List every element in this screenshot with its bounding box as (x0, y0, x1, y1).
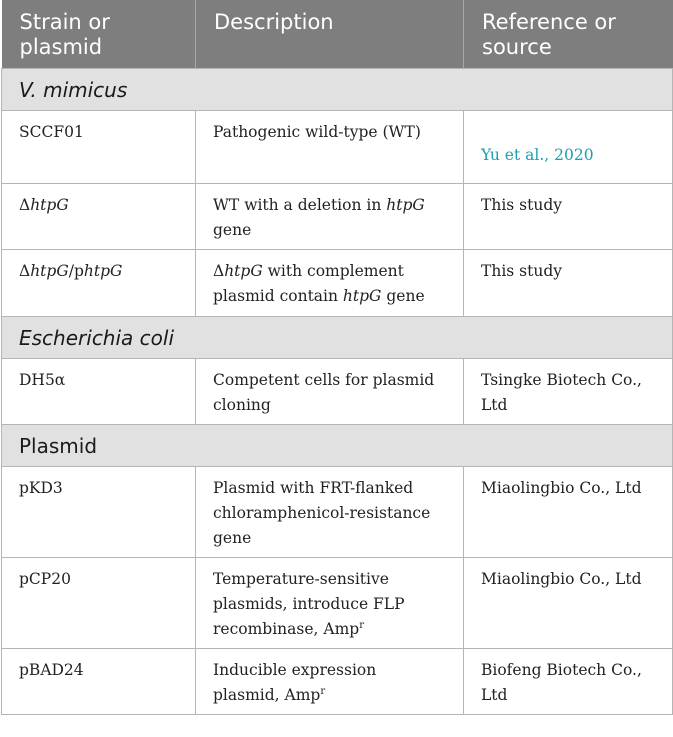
strain-cell: SCCF01 (2, 111, 196, 184)
strain-plasmid-table (1, 0, 673, 715)
description-text: Inducible expression plasmid, Amp (213, 661, 377, 704)
description-cell (196, 250, 464, 317)
delta-symbol: Δ (213, 262, 225, 280)
table-row-htpg (2, 184, 673, 250)
table-row-pcp20 (2, 558, 673, 649)
header-strain: Strain or plasmid (2, 0, 196, 69)
description-cell (196, 184, 464, 250)
reference-cell: This study (464, 250, 673, 317)
strain-cell (2, 250, 196, 317)
reference-cell: Miaolingbio Co., Ltd (464, 558, 673, 649)
reference-link[interactable]: Yu et al., 2020 (481, 146, 594, 164)
header-reference: Reference or source (464, 0, 673, 69)
gene-name: htpG (30, 262, 69, 280)
group-row-ecoli (2, 317, 673, 359)
table-row-pkd3 (2, 467, 673, 558)
group-label-vmimicus: V. mimicus (2, 69, 673, 111)
resistance-superscript: r (320, 685, 326, 697)
gene-name: htpG (30, 196, 69, 214)
reference-cell: This study (464, 184, 673, 250)
reference-cell: Biofeng Biotech Co., Ltd (464, 649, 673, 715)
strain-cell: pKD3 (2, 467, 196, 558)
description-cell (196, 558, 464, 649)
delta-symbol: Δ (19, 196, 31, 214)
group-label-plasmid: Plasmid (2, 425, 673, 467)
table-row-htpg-complement (2, 250, 673, 317)
description-text: with complement plasmid contain (213, 262, 404, 305)
strain-cell (2, 184, 196, 250)
gene-name: htpG (224, 262, 263, 280)
reference-cell: Miaolingbio Co., Ltd (464, 467, 673, 558)
header-description: Description (196, 0, 464, 69)
strain-cell: pBAD24 (2, 649, 196, 715)
resistance-superscript: r (359, 619, 364, 631)
gene-name: htpG (83, 262, 123, 280)
description-cell (196, 649, 464, 715)
description-text: gene (381, 287, 425, 305)
description-text: WT with a deletion in (213, 196, 387, 214)
description-cell: Competent cells for plasmid cloning (196, 359, 464, 425)
description-text: gene (213, 221, 252, 239)
group-label-ecoli: Escherichia coli (2, 317, 673, 359)
strain-cell: DH5α (2, 359, 196, 425)
strain-separator: /p (68, 262, 84, 280)
table-row-dh5a (2, 359, 673, 425)
group-row-vmimicus (2, 69, 673, 111)
delta-symbol: Δ (19, 262, 31, 280)
table-row-pbad24 (2, 649, 673, 715)
gene-name: htpG (386, 196, 425, 214)
reference-cell: Tsingke Biotech Co., Ltd (464, 359, 673, 425)
description-text: Temperature-sensitive plasmids, introduce FLP recombinase, Amp (213, 570, 405, 638)
gene-name: htpG (342, 287, 382, 305)
group-row-plasmid (2, 425, 673, 467)
header-row (2, 0, 673, 69)
table-row-sccf01 (2, 111, 673, 184)
description-cell: Plasmid with FRT-flanked chloramphenicol-resistance gene (196, 467, 464, 558)
strain-cell: pCP20 (2, 558, 196, 649)
description-cell: Pathogenic wild-type (WT) (196, 111, 464, 184)
reference-cell (464, 111, 673, 184)
